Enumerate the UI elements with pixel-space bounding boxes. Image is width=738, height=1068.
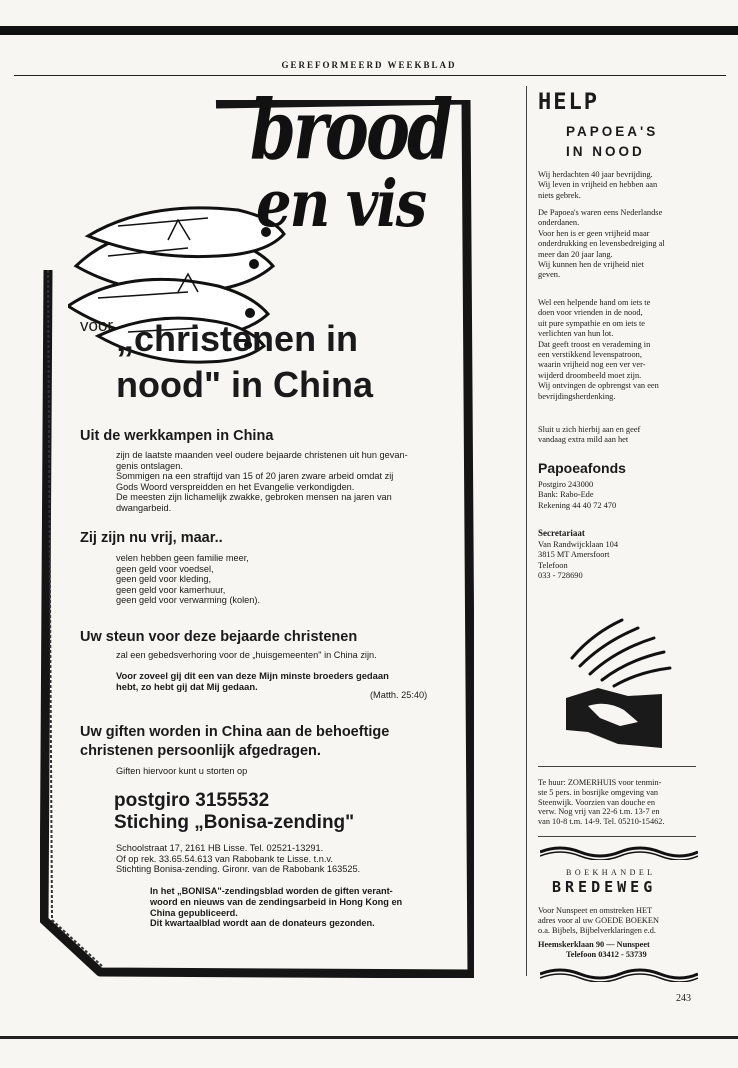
boekhandel-address: Heemskerklaan 90 — Nunspeet Telefoon 03412 - 53739 [538, 940, 650, 959]
section4-heading-1: Uw giften worden in China aan de behoeftige [80, 724, 390, 740]
stichting-address: Schoolstraat 17, 2161 HB Lisse. Tel. 02521-13291. Of op rek. 33.65.54.613 van Rabobank te Lisse. t.n.v. Stichting Bonisa-zending. Gironr. van de Rabobank 163525. [116, 843, 361, 875]
zomerhuis-top-rule [538, 766, 696, 767]
helping-hand-illustration [558, 614, 678, 750]
section2-text: velen hebben geen familie meer, geen geld voor voedsel, geen geld voor kleding, geen geld voor kamerhuur, geen geld voor verwarming (kolen). [116, 553, 261, 606]
zomerhuis-advertisement: Te huur: ZOMERHUIS voor tenmin- ste 5 pers. in bosrijke omgeving van Steenwijk. Voorzien van douche en verw. Nog vrij van 22-6 t.m. 13-7 en van 10-8 t.m. 14-9. Tel. 05210-15462. [538, 778, 665, 827]
help-title: HELP [538, 90, 599, 115]
help-paragraph-4: Sluit u zich hierbij aan en geef vandaag extra mild aan het [538, 425, 641, 445]
wave-ornament-top [540, 844, 698, 860]
help-subtitle-2: IN NOOD [566, 144, 645, 159]
stichting-name: Stiching „Bonisa-zending" [114, 812, 355, 833]
header-rule [14, 75, 726, 76]
ad-title-brood: brood [250, 80, 451, 179]
help-paragraph-3: Wel een helpende hand om iets te doen voor vrienden in de nood, uit pure sympathie en om iets te verlichten van hun lot. Dat geeft troost en verademing in een verstikkend levenspatroon, waarin vrijheid nog een ver ver- wijderd droombeeld moet zijn. Wij ontvingen de opbrengst van een bevrijdingsherdenking. [538, 298, 659, 401]
bredeweg-name: BREDEWEG [552, 878, 657, 896]
ad-title-en-vis: en vis [256, 166, 426, 243]
zomerhuis-bottom-rule [538, 836, 696, 837]
section2-heading: Zij zijn nu vrij, maar.. [80, 530, 223, 546]
page-number: 243 [676, 993, 691, 1004]
section3-text: zal een gebedsverhoring voor de „huisgemeenten" in China zijn. [116, 650, 377, 660]
papoeafonds-details: Postgiro 243000 Bank: Rabo-Ede Rekening 44 40 72 470 [538, 480, 617, 510]
boekhandel-label: BOEKHANDEL [566, 868, 656, 877]
ad-main-heading-1: „christenen in [116, 318, 359, 359]
section4-heading-2: christenen persoonlijk afgedragen. [80, 743, 321, 759]
ad-main-heading-2: nood" in China [116, 364, 374, 405]
ad-voor: voor [80, 316, 114, 335]
section4-text: Giften hiervoor kunt u storten op [116, 766, 248, 776]
section1-text: zijn de laatste maanden veel oudere bejaarde christenen uit hun gevan- genis ontslagen. Sommigen na een straftijd van 15 of 20 jaren zware arbeid omdat zij Gods Woord verspreidden en het Evangelie verkondigden. De meesten zijn lichamelijk zwakke, gebroken mensen na jaren van dwangarbeid. [116, 450, 408, 513]
papoeafonds-heading: Papoeafonds [538, 460, 626, 476]
bonisa-note: In het „BONISA"-zendingsblad worden de giften verant- woord en nieuws van de zendingsarbeid in Hong Kong en China gepubliceerd. Dit kwartaalblad wordt aan de donateurs gezonden. [150, 886, 403, 929]
top-black-bar [0, 26, 738, 35]
help-paragraph-1: Wij herdachten 40 jaar bevrijding. Wij leven in vrijheid en hebben aan niets gebrek. [538, 170, 658, 200]
section3-heading: Uw steun voor deze bejaarde christenen [80, 629, 358, 645]
help-paragraph-2: De Papoea's waren eens Nederlandse onderdanen. Voor hen is er geen vrijheid maar onderdrukking en levensbedreiging al meer dan 20 jaar lang. Wij kunnen hen de vrijheid niet geven. [538, 208, 665, 280]
column-rule [526, 86, 527, 976]
wave-ornament-bottom [540, 966, 698, 982]
help-subtitle-1: PAPOEA'S [566, 124, 659, 139]
secretariaat-details: Van Randwijcklaan 104 3815 MT Amersfoort Telefoon 033 - 728690 [538, 540, 619, 581]
secretariaat-heading: Secretariaat [538, 528, 585, 538]
page-header: GEREFORMEERD WEEKBLAD [281, 60, 457, 70]
boekhandel-description: Voor Nunspeet en omstreken HET adres voor al uw GOEDE BOEKEN o.a. Bijbels, Bijbelverklaringen e.d. [538, 906, 659, 935]
bible-reference: (Matth. 25:40) [370, 690, 428, 700]
postgiro-number: postgiro 3155532 [114, 790, 270, 811]
bottom-rule [0, 1036, 738, 1039]
bible-quote: Voor zoveel gij dit een van deze Mijn minste broeders gedaan hebt, zo hebt gij dat Mij gedaan. [116, 670, 389, 692]
section1-heading: Uit de werkkampen in China [80, 428, 274, 444]
